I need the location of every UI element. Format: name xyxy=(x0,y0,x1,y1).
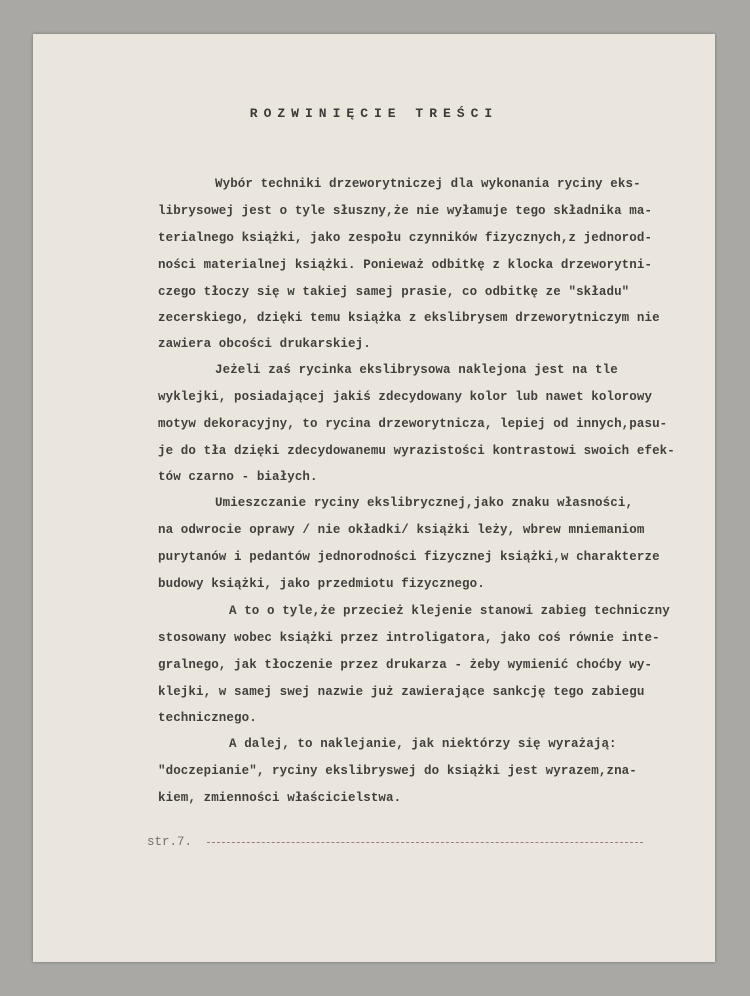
text-line: czego tłoczy się w takiej samej prasie, co odbitkę ze "składu" xyxy=(158,285,630,299)
text-line: zecerskiego, dzięki temu książka z ekslibrysem drzeworytniczym nie xyxy=(158,311,660,325)
page-title: ROZWINIĘCIE TREŚCI xyxy=(249,106,499,121)
text-line: budowy książki, jako przedmiotu fizycznego. xyxy=(158,577,485,591)
text-line: "doczepianie", ryciny ekslibryswej do książki jest wyrazem,zna- xyxy=(158,764,637,778)
page-number: str.7. xyxy=(147,835,193,849)
text-line: A dalej, to naklejanie, jak niektórzy się wyrażają: xyxy=(229,737,617,751)
text-line: motyw dekoracyjny, to rycina drzeworytnicza, lepiej od innych,pasu- xyxy=(158,417,668,431)
dashed-rule xyxy=(207,842,643,843)
text-line: Umieszczanie ryciny ekslibrycznej,jako znaku własności, xyxy=(215,496,634,510)
text-line: kiem, zmienności właścicielstwa. xyxy=(158,791,402,805)
text-line: je do tła dzięki zdecydowanemu wyrazistości kontrastowi swoich efek- xyxy=(158,444,675,458)
text-line: stosowany wobec książki przez introligatora, jako coś równie inte- xyxy=(158,631,660,645)
text-line: terialnego książki, jako zespołu czynników fizycznych,z jednorod- xyxy=(158,231,653,245)
text-line: gralnego, jak tłoczenie przez drukarza - żeby wymienić choćby wy- xyxy=(158,658,653,672)
text-line: na odwrocie oprawy / nie okładki/ książki leży, wbrew mniemaniom xyxy=(158,523,645,537)
text-line: purytanów i pedantów jednorodności fizycznej książki,w charakterze xyxy=(158,550,660,564)
text-line: tów czarno - białych. xyxy=(158,470,318,484)
text-line: wyklejki, posiadającej jakiś zdecydowany kolor lub nawet kolorowy xyxy=(158,390,653,404)
text-line: Wybór techniki drzeworytniczej dla wykonania ryciny eks- xyxy=(215,177,641,191)
text-line: zawiera obcości drukarskiej. xyxy=(158,337,371,351)
text-line: librysowej jest o tyle słuszny,że nie wyłamuje tego składnika ma- xyxy=(158,204,653,218)
text-line: ności materialnej książki. Ponieważ odbitkę z klocka drzeworytni- xyxy=(158,258,653,272)
text-line: klejki, w samej swej nazwie już zawierające sankcję tego zabiegu xyxy=(158,685,645,699)
text-line: technicznego. xyxy=(158,711,257,725)
text-line: Jeżeli zaś rycinka ekslibrysowa naklejona jest na tle xyxy=(215,363,618,377)
document-page xyxy=(33,34,715,962)
text-line: A to o tyle,że przecież klejenie stanowi zabieg techniczny xyxy=(229,604,670,618)
